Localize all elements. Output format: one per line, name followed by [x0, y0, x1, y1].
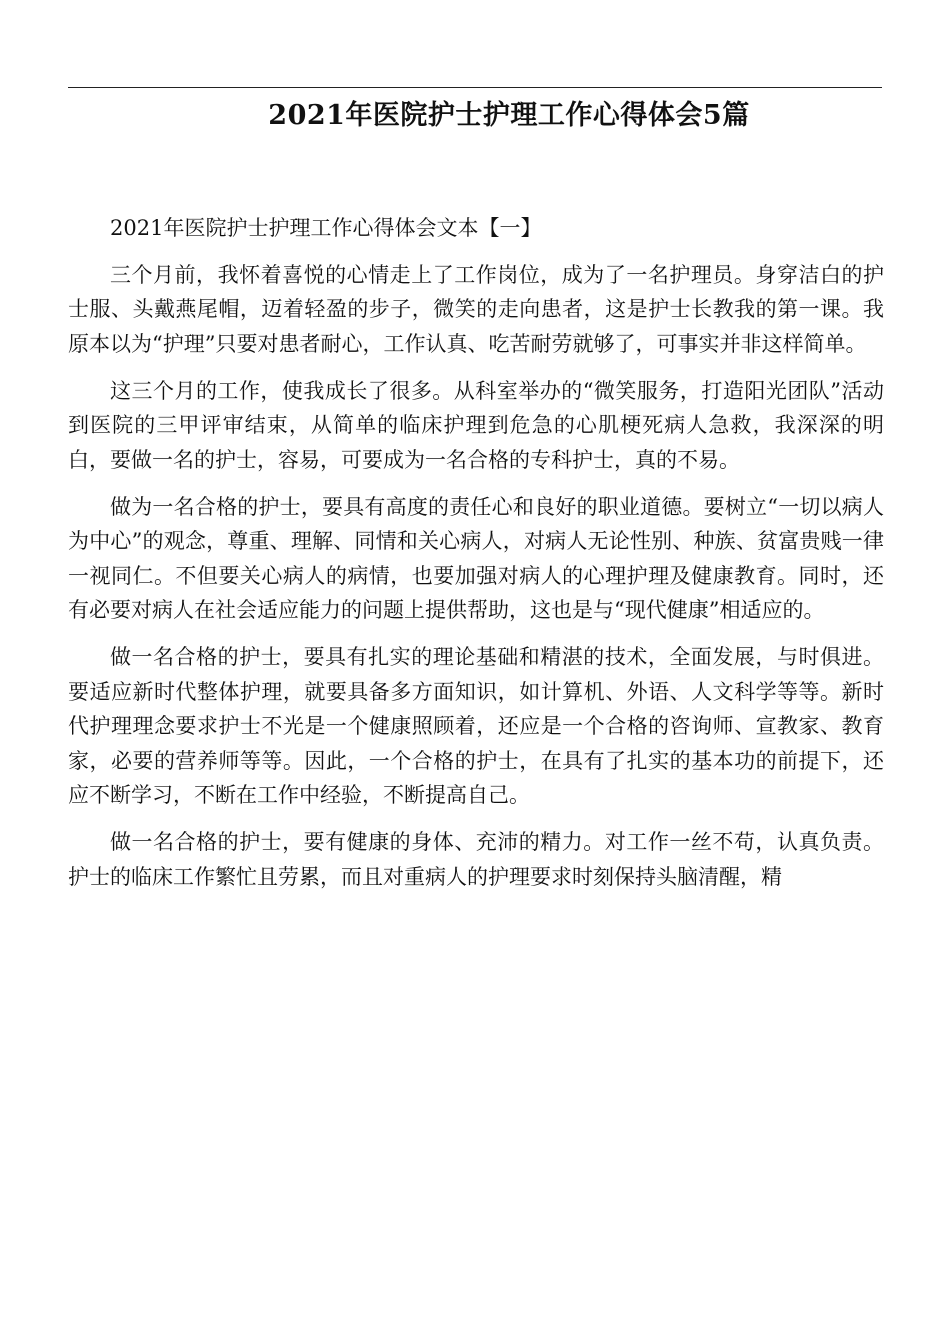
document-title: 2021年医院护士护理工作心得体会5篇	[268, 100, 750, 131]
section-heading: 2021年医院护士护理工作心得体会文本【一】	[110, 216, 542, 240]
body-paragraph-1: 三个月前，我怀着喜悦的心情走上了工作岗位，成为了一名护理员。身穿洁白的护士服、头戴燕尾帽，迈着轻盈的步子，微笑的走向患者，这是护士长教我的第一课。我原本以为“护理”只要对患者耐心，工作认真、吃苦耐劳就够了，可事实并非这样简单。	[68, 262, 884, 356]
header-rule	[68, 87, 882, 88]
body-paragraph-4: 做一名合格的护士，要具有扎实的理论基础和精湛的技术，全面发展，与时俱进。要适应新时代整体护理，就要具备多方面知识，如计算机、外语、人文科学等等。新时代护理理念要求护士不光是一个健康照顾着，还应是一个合格的咨询师、宣教家、教育家，必要的营养师等等。因此，一个合格的护士，在具有了扎实的基本功的前提下，还应不断学习，不断在工作中经验，不断提高自己。	[68, 645, 884, 807]
body-paragraph-5: 做一名合格的护士，要有健康的身体、充沛的精力。对工作一丝不苟，认真负责。护士的临床工作繁忙且劳累，而且对重病人的护理要求时刻保持头脑清醒，精	[68, 830, 884, 889]
body-paragraph-3: 做为一名合格的护士，要具有高度的责任心和良好的职业道德。要树立“一切以病人为中心”的观念，尊重、理解、同情和关心病人，对病人无论性别、种族、贫富贵贱一律一视同仁。不但要关心病人的病情，也要加强对病人的心理护理及健康教育。同时，还有必要对病人在社会适应能力的问题上提供帮助，这也是与“现代健康”相适应的。	[68, 494, 884, 622]
body-paragraph-2: 这三个月的工作，使我成长了很多。从科室举办的“微笑服务，打造阳光团队”活动到医院的三甲评审结束，从简单的临床护理到危急的心肌梗死病人急救，我深深的明白，要做一名的护士，容易，可要成为一名合格的专科护士，真的不易。	[68, 378, 884, 472]
document-body	[68, 211, 884, 907]
